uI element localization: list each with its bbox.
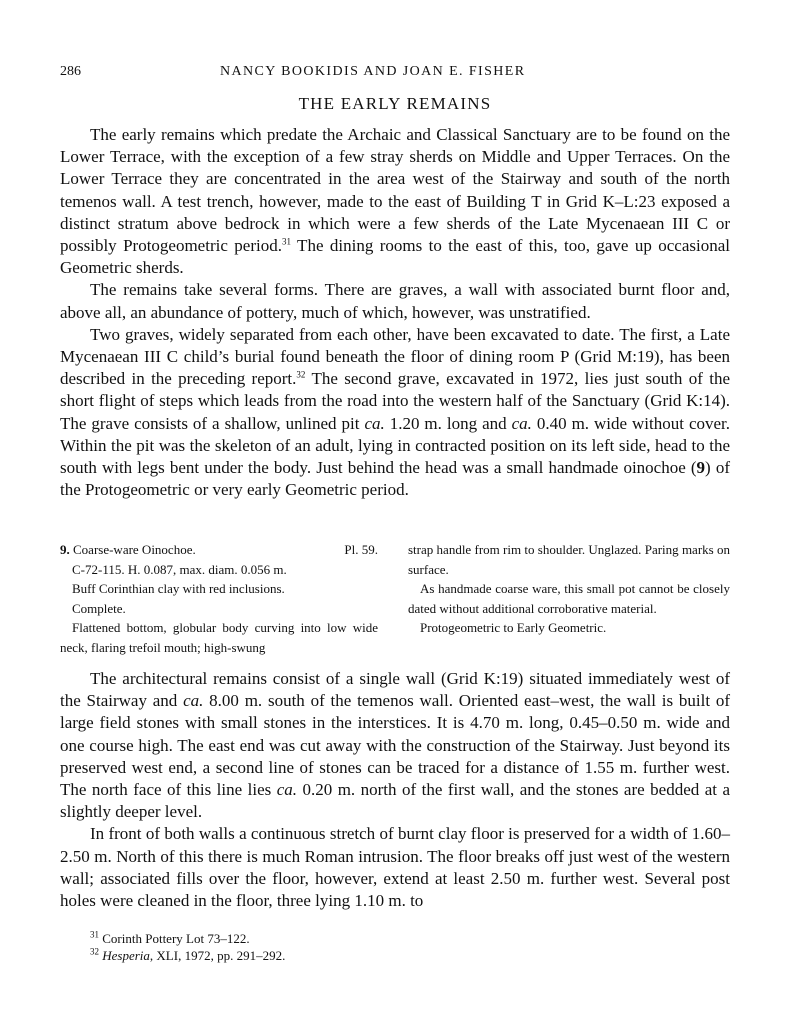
catalog-left-column <box>60 540 378 658</box>
footnote-text: Corinth Pottery Lot 73–122. <box>99 931 250 946</box>
footnote-ref-31: 31 <box>281 236 291 247</box>
italic-ca: ca. <box>276 780 298 800</box>
architectural-text <box>60 668 730 912</box>
catalog-number: 9. <box>60 542 70 557</box>
paragraph-1 <box>60 124 730 279</box>
text-run: 1.20 m. long and <box>384 413 512 433</box>
catalog-number-ref: 9 <box>696 458 706 478</box>
text-run: 8.00 m. south of the temenos wall. Oriented east–west, the wall is built of large field stones with small stones in the interstices. It is 4.70 m. long, 0.45–0.50 m. wide and one course high. The east end was cut away with the construction of the Stairway. Just beyond its preserved west end, a second line of stones can be traced for a distance of 1.55 m. further west. The north face of this line lies <box>60 691 731 800</box>
footnote-31 <box>90 930 690 947</box>
catalog-clay: Buff Corinthian clay with red inclusions. <box>72 581 285 597</box>
catalog-right-column <box>408 540 730 638</box>
journal-title: Hesperia <box>102 948 150 963</box>
paragraph-4 <box>60 668 730 823</box>
text-run: 0.40 m. wide without cover. Within the pit was the skeleton of an adult, lying in contracted position on its left side, head to the south with legs bent under the body. Just behind the head was a small handmade oinochoe ( <box>60 413 731 478</box>
footnote-number: 32 <box>90 946 99 957</box>
text-run: 0.20 m. north of the first wall, and the stones are bedded at a slightly deeper level. <box>60 780 730 822</box>
text-run: The early remains which predate the Archaic and Classical Sanctuary are to be found on the Lower Terrace, with the exception of a few stray sherds on Middle and Upper Terraces. On the Lower Terrace they are concentrated in the area west of the Stairway and south of the north temenos wall. A test trench, however, made to the east of Building T in Grid K–L:23 exposed a distinct stratum above bedrock in which were a few sherds of the Late Mycenaean III C or possibly Protogeometric period. <box>60 125 730 256</box>
text-run: ) of the Protogeometric or very early Geometric period. <box>60 458 730 500</box>
catalog-title-row <box>60 540 378 560</box>
italic-ca: ca. <box>183 691 204 711</box>
paragraph-2: The remains take several forms. There are graves, a wall with associated burnt floor and, above all, an abundance of pottery, much of which, however, was unstratified. <box>60 280 730 322</box>
footnote-32 <box>90 947 690 964</box>
catalog-state: Complete. <box>72 600 126 616</box>
text-run: The dining rooms to the east of this, too, gave up occasional Geometric sherds. <box>60 236 730 278</box>
footnote-ref-32: 32 <box>296 369 306 380</box>
footnote-number: 31 <box>90 929 99 940</box>
text-run: Two graves, widely separated from each other, have been excavated to date. The first, a Late Mycenaean III C child’s burial found beneath the floor of dining room P (Grid M:19), has been described in the preceding report. <box>60 324 730 389</box>
text-run: The architectural remains consist of a single wall (Grid K:19) situated immediately west of the Stairway and <box>60 669 730 711</box>
footnotes <box>90 930 690 964</box>
footnote-text: , XLI, 1972, pp. 291–292. <box>149 948 286 963</box>
catalog-date: Protogeometric to Early Geometric. <box>420 620 607 636</box>
catalog-inventory: C-72-115. H. 0.087, max. diam. 0.056 m. <box>72 561 287 577</box>
page-header <box>60 64 730 82</box>
catalog-description: Flattened bottom, globular body curving into low wide neck, flaring trefoil mouth; high-swung <box>60 620 378 655</box>
catalog-description-cont: strap handle from rim to shoulder. Unglazed. Paring marks on surface. <box>408 542 730 577</box>
catalog-title: Coarse-ware Oinochoe. <box>69 542 196 557</box>
catalog-dating-note: As handmade coarse ware, this small pot cannot be closely dated without additional corroborative material. <box>408 581 730 616</box>
text-run: The second grave, excavated in 1972, lies just south of the short flight of steps which leads from the road into the western half of the Sanctuary (Grid K:14). The grave consists of a shallow, unlined pit <box>60 369 730 433</box>
italic-ca: ca. <box>364 413 385 433</box>
main-text <box>60 124 730 501</box>
italic-ca: ca. <box>511 413 532 433</box>
plate-reference: Pl. 59. <box>344 542 378 557</box>
section-title: THE EARLY REMAINS <box>298 94 492 113</box>
running-head: NANCY BOOKIDIS AND JOAN E. FISHER <box>220 64 526 79</box>
paragraph-5: In front of both walls a continuous stretch of burnt clay floor is preserved for a width of 1.60–2.50 m. North of this there is much Roman intrusion. The floor breaks off just west of the western wall; associated fills over the floor, however, extend at least 2.50 m. further west. Several post holes were cleaned in the floor, three lying 1.10 m. to <box>60 824 730 911</box>
paragraph-3 <box>60 324 730 502</box>
page-number: 286 <box>60 64 81 79</box>
